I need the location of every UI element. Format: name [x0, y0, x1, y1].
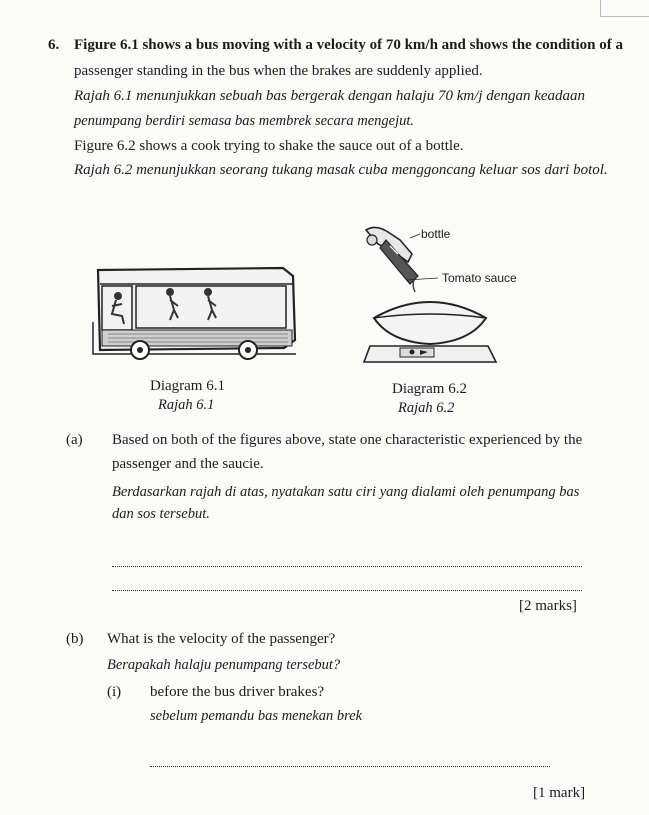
part-a-marks: [2 marks] — [519, 598, 577, 614]
part-a-line-3: Berdasarkan rajah di atas, nyatakan satu ciri yang dialami oleh penumpang bas — [112, 484, 580, 500]
part-a-line-4: dan sos tersebut. — [112, 506, 210, 522]
intro-line-1: Figure 6.1 shows a bus moving with a velocity of 70 km/h and shows the condition of a — [74, 37, 623, 53]
intro-line-4: penumpang berdiri semasa bas membrek secara mengejut. — [74, 113, 415, 129]
part-b-i-text-ms: sebelum pemandu bas menekan brek — [150, 708, 363, 724]
part-b-i-text: before the bus driver brakes? — [150, 684, 325, 700]
part-b-question: What is the velocity of the passenger? — [107, 631, 336, 647]
part-b-question-ms: Berapakah halaju penumpang tersebut? — [107, 657, 341, 673]
question-number: 6. — [48, 37, 60, 53]
part-b-i-marks: [1 mark] — [533, 785, 586, 801]
bus-diagram — [88, 262, 298, 360]
intro-line-2: passenger standing in the bus when the brakes are suddenly applied. — [74, 63, 483, 79]
part-a-line-2: passenger and the saucie. — [112, 456, 264, 472]
part-b-i-label: (i) — [107, 684, 122, 700]
diagram-6-2-title-ms: Rajah 6.2 — [398, 400, 455, 416]
intro-line-3: Rajah 6.1 menunjukkan sebuah bas bergerak dengan halaju 70 km/j dengan keadaan — [74, 88, 586, 104]
part-a-line-1: Based on both of the figures above, state one characteristic experienced by the — [112, 432, 583, 448]
diagram-6-1-title: Diagram 6.1 — [150, 378, 225, 394]
page-corner-box — [600, 0, 649, 17]
tomato-sauce-label: Tomato sauce — [442, 271, 517, 285]
intro-line-5: Figure 6.2 shows a cook trying to shake the sauce out of a bottle. — [74, 138, 464, 154]
intro-line-6: Rajah 6.2 menunjukkan seorang tukang masak cuba menggoncang keluar sos dari botol. — [74, 162, 608, 178]
part-b-label: (b) — [66, 631, 84, 647]
diagram-6-2-title: Diagram 6.2 — [392, 381, 467, 397]
diagram-6-1-title-ms: Rajah 6.1 — [158, 397, 215, 413]
part-a-answer-line-2[interactable] — [112, 590, 582, 591]
part-a-answer-line-1[interactable] — [112, 566, 582, 567]
part-a-label: (a) — [66, 432, 83, 448]
sauce-diagram — [360, 222, 580, 370]
part-b-i-answer-line[interactable] — [150, 766, 550, 767]
bottle-label: bottle — [421, 227, 451, 241]
